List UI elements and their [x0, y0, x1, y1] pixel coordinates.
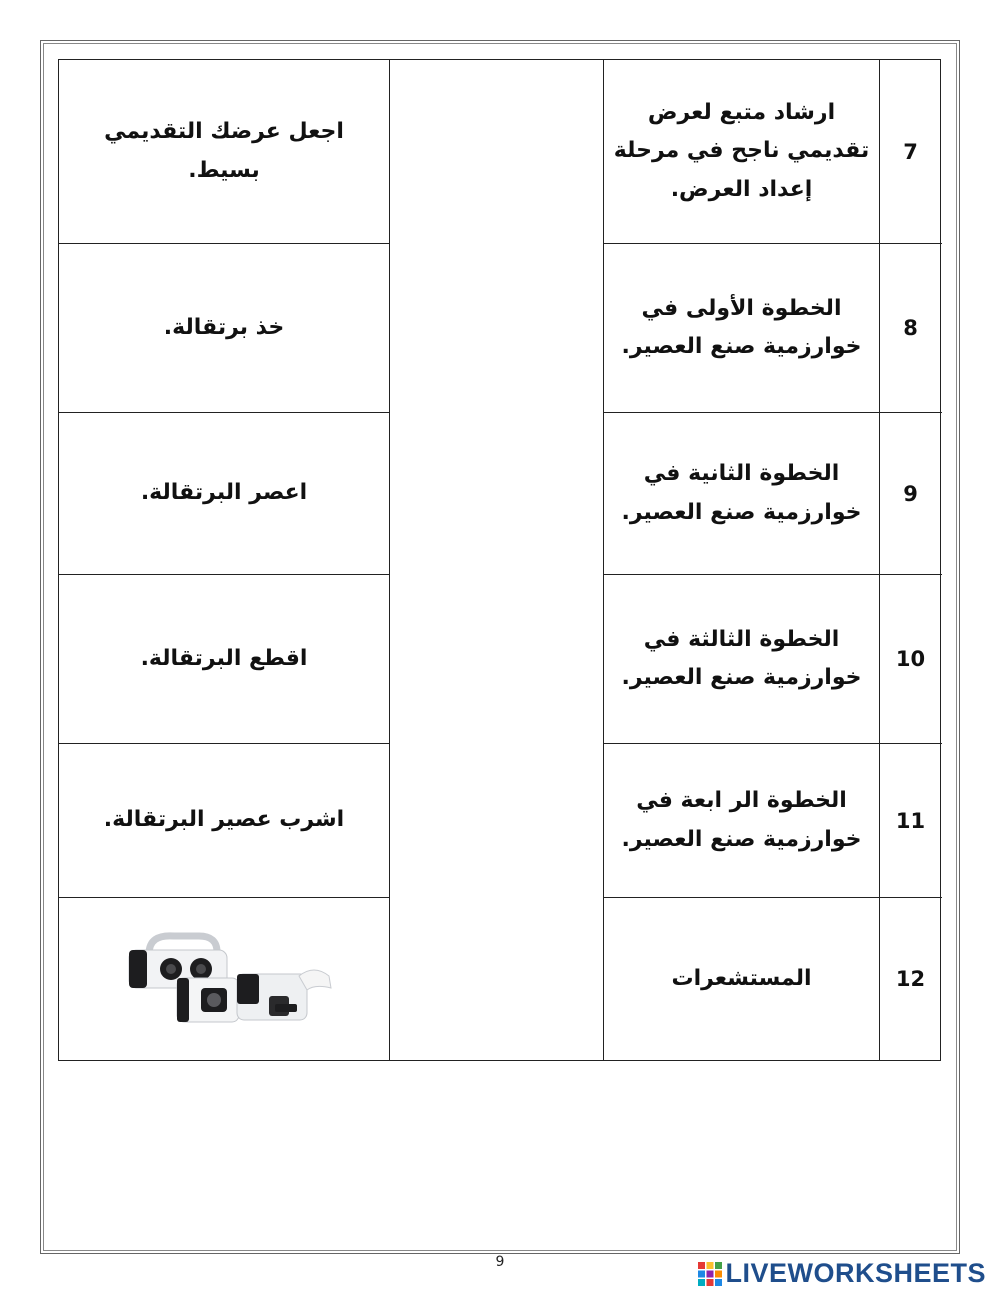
row-item-text: المستشعرات: [671, 965, 812, 991]
brand-name: LIVEWORKSHEETS: [725, 1258, 986, 1288]
sensor-image-card[interactable]: [59, 898, 389, 1060]
row-number: 12: [895, 967, 926, 991]
row-item-text: ارشاد متبع لعرض تقديمي ناجح في مرحلة إعداد العرض.: [613, 99, 870, 202]
answer-card[interactable]: اجعل عرضك التقديمي بسيط.: [104, 119, 344, 183]
row-number: 9: [903, 481, 918, 506]
row-number: 7: [903, 139, 918, 164]
answer-card[interactable]: اعصر البرتقالة.: [140, 480, 308, 506]
worksheet-table: [58, 59, 941, 1061]
answer-card[interactable]: خذ برتقالة.: [163, 314, 285, 340]
row-item-text: الخطوة الثالثة في خوارزمية صنع العصير.: [621, 626, 862, 690]
row-item-text: الخطوة الر ابعة في خوارزمية صنع العصير.: [621, 788, 862, 852]
answer-card[interactable]: اقطع البرتقالة.: [140, 645, 308, 671]
row-number: 8: [903, 316, 918, 340]
row-item-text: الخطوة الأولى في خوارزمية صنع العصير.: [621, 295, 862, 359]
page-number: 9: [495, 1254, 505, 1270]
answer-card[interactable]: اشرب عصير البرتقالة.: [103, 807, 345, 833]
row-item-text: الخطوة الثانية في خوارزمية صنع العصير.: [621, 461, 862, 525]
liveworksheets-logo-icon: [697, 1261, 723, 1287]
sensors-image: [109, 924, 339, 1034]
matching-drop-column[interactable]: [390, 60, 603, 1060]
row-number: 10: [895, 647, 926, 671]
liveworksheets-brand[interactable]: [697, 1258, 986, 1289]
row-number: 11: [895, 808, 926, 833]
